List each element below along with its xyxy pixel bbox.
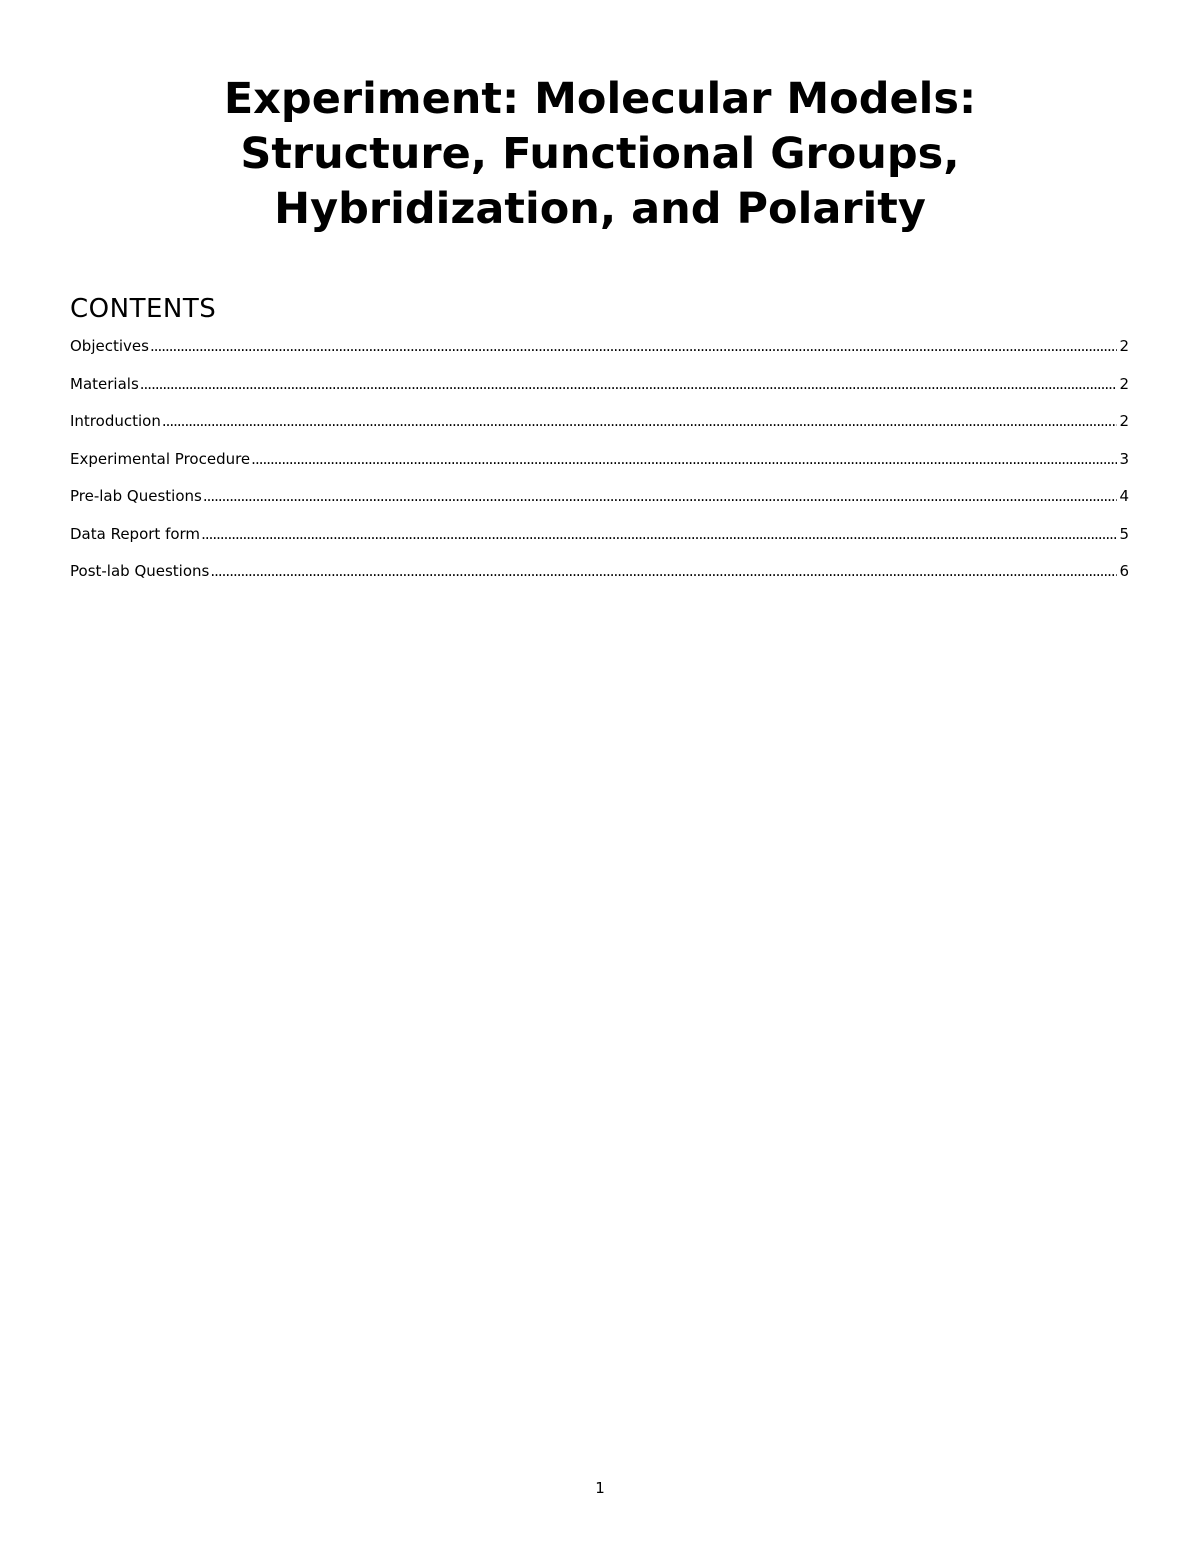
toc-entry-label: Objectives [70,337,149,355]
toc-entry-page: 2 [1119,412,1129,430]
document-title [100,72,1100,237]
toc-entry-data-report-form[interactable] [70,523,1129,561]
toc-entry-objectives[interactable] [70,335,1129,373]
toc-entry-introduction[interactable] [70,410,1129,448]
toc-dot-leader [251,448,1117,470]
toc-entry-page: 5 [1119,524,1129,543]
toc-entry-label: Post-lab Questions [70,562,210,580]
toc-dot-leader [140,373,1118,395]
title-line-3: Hybridization, and Polarity [274,184,926,234]
toc-entry-page: 6 [1119,562,1129,580]
toc-dot-leader [150,335,1118,357]
title-line-2: Structure, Functional Groups, [240,129,960,179]
toc-entry-page: 2 [1119,374,1129,393]
toc-entry-post-lab-questions[interactable] [70,560,1129,598]
toc-dot-leader [201,523,1117,545]
toc-entry-experimental-procedure[interactable] [70,448,1129,486]
toc-entry-page: 2 [1119,337,1129,355]
title-line-1: Experiment: Molecular Models: [223,74,977,124]
toc-dot-leader [162,410,1118,432]
toc-dot-leader [203,485,1118,507]
toc-entry-page: 4 [1119,487,1129,505]
page-number: 1 [595,1479,605,1497]
toc-entry-label: Introduction [70,412,161,430]
contents-heading: CONTENTS [70,294,217,324]
toc-entry-label: Materials [70,374,139,393]
toc-entry-label: Experimental Procedure [70,449,251,468]
toc-entry-label: Data Report form [70,524,201,543]
toc-dot-leader [210,560,1117,582]
toc-entry-pre-lab-questions[interactable] [70,485,1129,523]
toc-entry-page: 3 [1119,449,1129,468]
toc-entry-label: Pre-lab Questions [70,487,202,505]
table-of-contents [70,335,1129,598]
toc-entry-materials[interactable] [70,373,1129,411]
